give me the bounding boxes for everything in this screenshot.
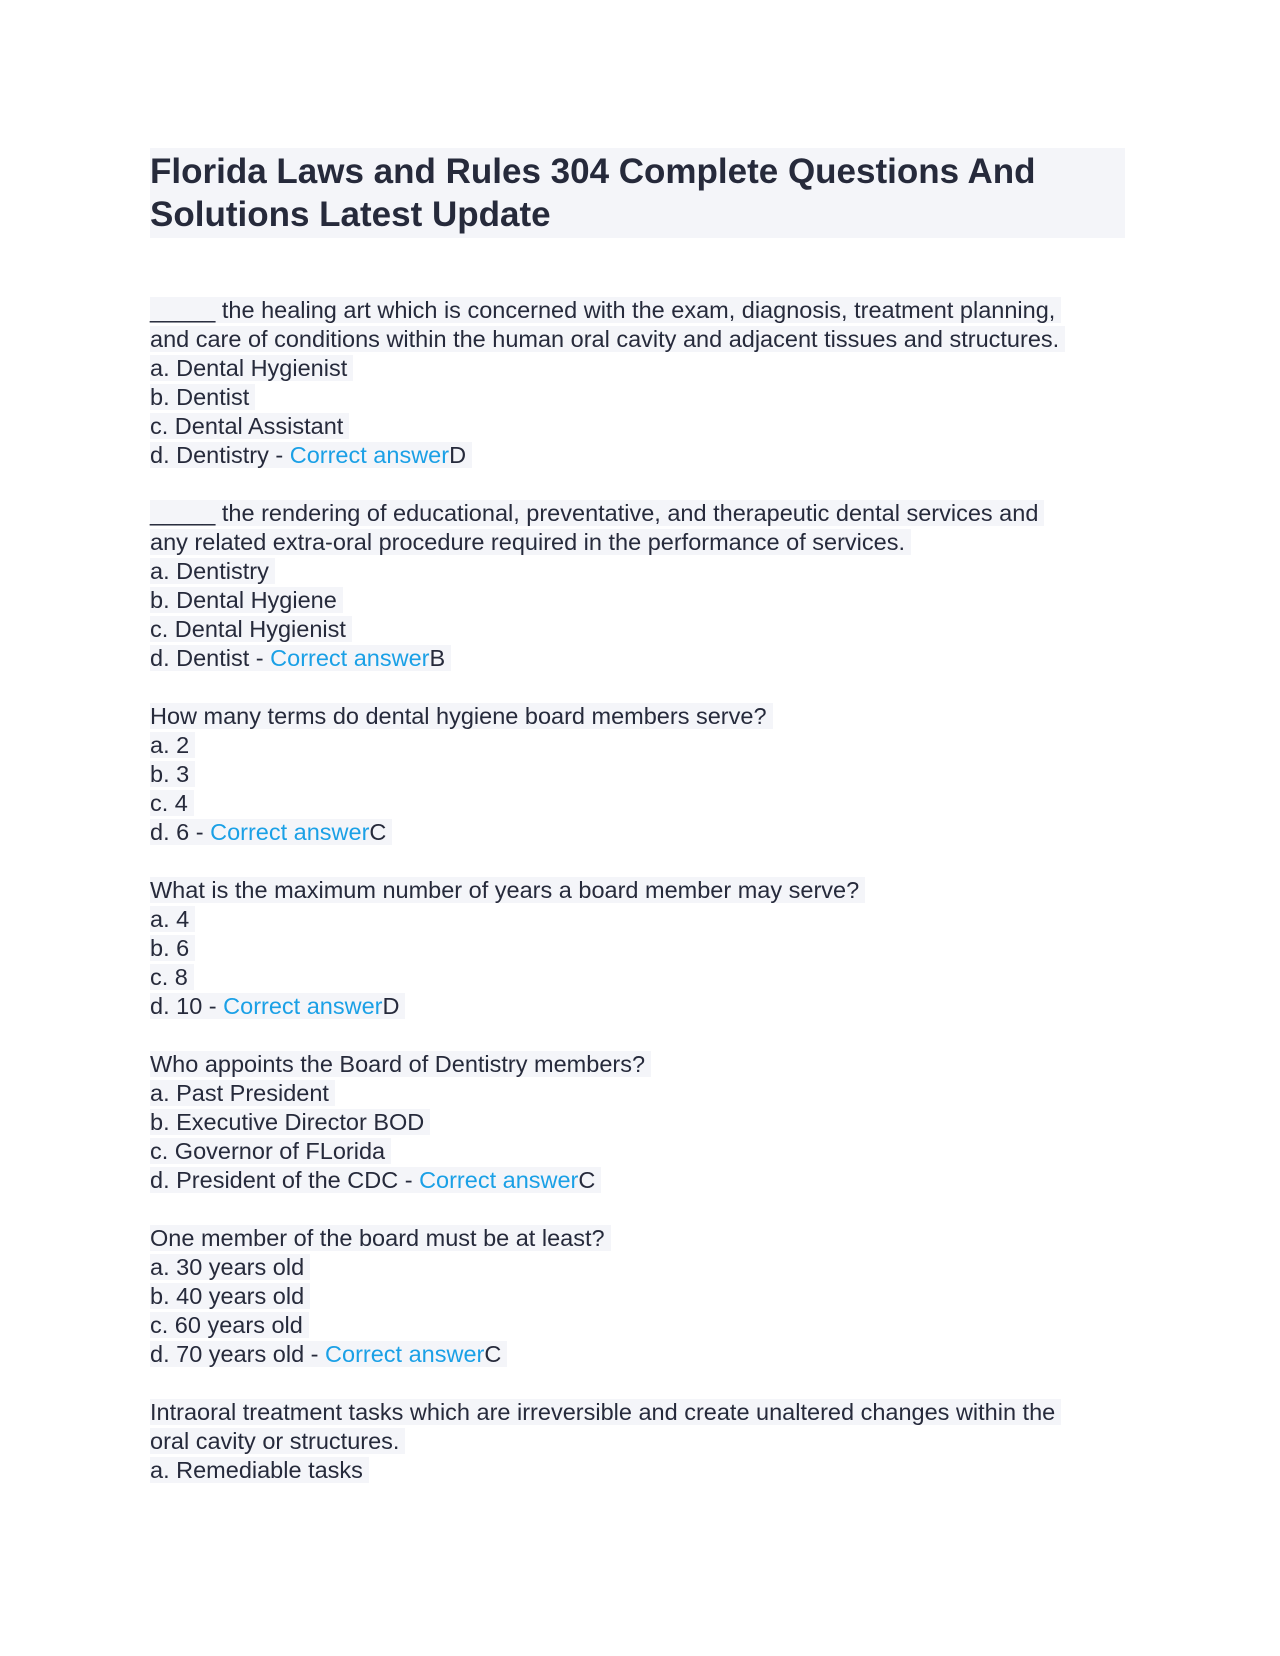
question-stem-line — [150, 325, 1127, 354]
correct-answer-letter: C — [484, 1341, 502, 1367]
answer-option-text: c. 60 years old — [150, 1312, 309, 1338]
answer-option — [150, 731, 1127, 760]
answer-option-final-wrap — [150, 442, 472, 468]
answer-option-text: a. Remediable tasks — [150, 1457, 369, 1483]
correct-answer-link[interactable]: Correct answer — [289, 442, 450, 468]
answer-option — [150, 905, 1127, 934]
answer-option — [150, 615, 1127, 644]
answer-option — [150, 383, 1127, 412]
question-stem-line — [150, 1050, 1127, 1079]
answer-option-text: a. Past President — [150, 1080, 335, 1106]
answer-option-final — [150, 644, 1127, 673]
answer-option-text: c. Dental Hygienist — [150, 616, 352, 642]
answer-option — [150, 354, 1127, 383]
question-stem-line — [150, 1427, 1127, 1456]
question-stem-text: One member of the board must be at least? — [150, 1225, 611, 1251]
answer-option-text: d. Dentistry - — [150, 442, 290, 468]
correct-answer-letter: D — [382, 993, 400, 1019]
answer-option-text: a. 2 — [150, 732, 195, 758]
answer-option-text: c. 8 — [150, 964, 194, 990]
question-stem-line — [150, 296, 1127, 325]
answer-option-final — [150, 1166, 1127, 1195]
answer-option-text: d. Dentist - — [150, 645, 271, 671]
question-stem-line — [150, 702, 1127, 731]
title-line-2: Solutions Latest Update — [150, 195, 551, 234]
answer-option-final — [150, 992, 1127, 1021]
answer-option-text: b. Executive Director BOD — [150, 1109, 430, 1135]
correct-answer-letter: D — [449, 442, 467, 468]
answer-option — [150, 412, 1127, 441]
answer-option-text: a. Dental Hygienist — [150, 355, 353, 381]
answer-option-final — [150, 818, 1127, 847]
answer-option — [150, 1137, 1127, 1166]
correct-answer-link[interactable]: Correct answer — [223, 993, 383, 1019]
question-block — [150, 499, 1127, 673]
question-list — [150, 296, 1127, 1485]
answer-option-text: b. Dental Hygiene — [150, 587, 343, 613]
answer-option — [150, 934, 1127, 963]
answer-option — [150, 1253, 1127, 1282]
correct-answer-letter: B — [429, 645, 446, 671]
question-stem-text: How many terms do dental hygiene board members serve? — [150, 703, 773, 729]
answer-option-final-wrap — [150, 1167, 601, 1193]
question-stem-text: Intraoral treatment tasks which are irreversible and create unaltered changes within the — [150, 1399, 1061, 1425]
answer-option-text: b. Dentist — [150, 384, 255, 410]
correct-answer-link[interactable]: Correct answer — [270, 645, 430, 671]
answer-option-text: b. 6 — [150, 935, 195, 961]
answer-option-text: c. 4 — [150, 790, 194, 816]
answer-option — [150, 557, 1127, 586]
question-block — [150, 1050, 1127, 1195]
question-stem-text: _____ the rendering of educational, preventative, and therapeutic dental services and — [150, 500, 1044, 526]
correct-answer-link[interactable]: Correct answer — [210, 819, 370, 845]
answer-option — [150, 1282, 1127, 1311]
answer-option-final — [150, 1340, 1127, 1369]
question-stem-text: oral cavity or structures. — [150, 1428, 405, 1454]
answer-option-text: a. Dentistry — [150, 558, 275, 584]
question-stem-line — [150, 499, 1127, 528]
question-block — [150, 702, 1127, 847]
answer-option-text: a. 4 — [150, 906, 195, 932]
correct-answer-letter: C — [369, 819, 387, 845]
question-stem-text: _____ the healing art which is concerned with the exam, diagnosis, treatment planning, — [150, 297, 1061, 323]
question-stem-line — [150, 876, 1127, 905]
question-stem-text: and care of conditions within the human oral cavity and adjacent tissues and structures. — [150, 326, 1065, 352]
question-block — [150, 876, 1127, 1021]
answer-option — [150, 789, 1127, 818]
answer-option-final-wrap — [150, 1341, 507, 1367]
document-title — [150, 148, 1125, 238]
answer-option — [150, 1311, 1127, 1340]
question-stem-text: What is the maximum number of years a board member may serve? — [150, 877, 865, 903]
answer-option-final-wrap — [150, 819, 392, 845]
answer-option-text: d. 70 years old - — [150, 1341, 326, 1367]
question-block — [150, 1224, 1127, 1369]
answer-option-final-wrap — [150, 645, 451, 671]
answer-option-text: d. President of the CDC - — [150, 1167, 420, 1193]
question-stem-text: any related extra-oral procedure required in the performance of services. — [150, 529, 911, 555]
answer-option — [150, 1108, 1127, 1137]
answer-option-text: d. 6 - — [150, 819, 211, 845]
answer-option-text: a. 30 years old — [150, 1254, 310, 1280]
correct-answer-link[interactable]: Correct answer — [325, 1341, 485, 1367]
answer-option — [150, 760, 1127, 789]
answer-option-text: b. 40 years old — [150, 1283, 310, 1309]
question-stem-line — [150, 528, 1127, 557]
answer-option — [150, 586, 1127, 615]
question-stem-line — [150, 1224, 1127, 1253]
answer-option-text: c. Governor of FLorida — [150, 1138, 391, 1164]
document-page — [150, 148, 1127, 1514]
answer-option-text: c. Dental Assistant — [150, 413, 349, 439]
question-block — [150, 296, 1127, 470]
answer-option-final — [150, 441, 1127, 470]
title-line-1: Florida Laws and Rules 304 Complete Questions And — [150, 152, 1036, 191]
question-block — [150, 1398, 1127, 1485]
answer-option-text: d. 10 - — [150, 993, 224, 1019]
answer-option — [150, 1456, 1127, 1485]
correct-answer-link[interactable]: Correct answer — [419, 1167, 579, 1193]
question-stem-text: Who appoints the Board of Dentistry members? — [150, 1051, 651, 1077]
correct-answer-letter: C — [578, 1167, 596, 1193]
answer-option — [150, 1079, 1127, 1108]
answer-option-text: b. 3 — [150, 761, 195, 787]
question-stem-line — [150, 1398, 1127, 1427]
answer-option-final-wrap — [150, 993, 405, 1019]
answer-option — [150, 963, 1127, 992]
